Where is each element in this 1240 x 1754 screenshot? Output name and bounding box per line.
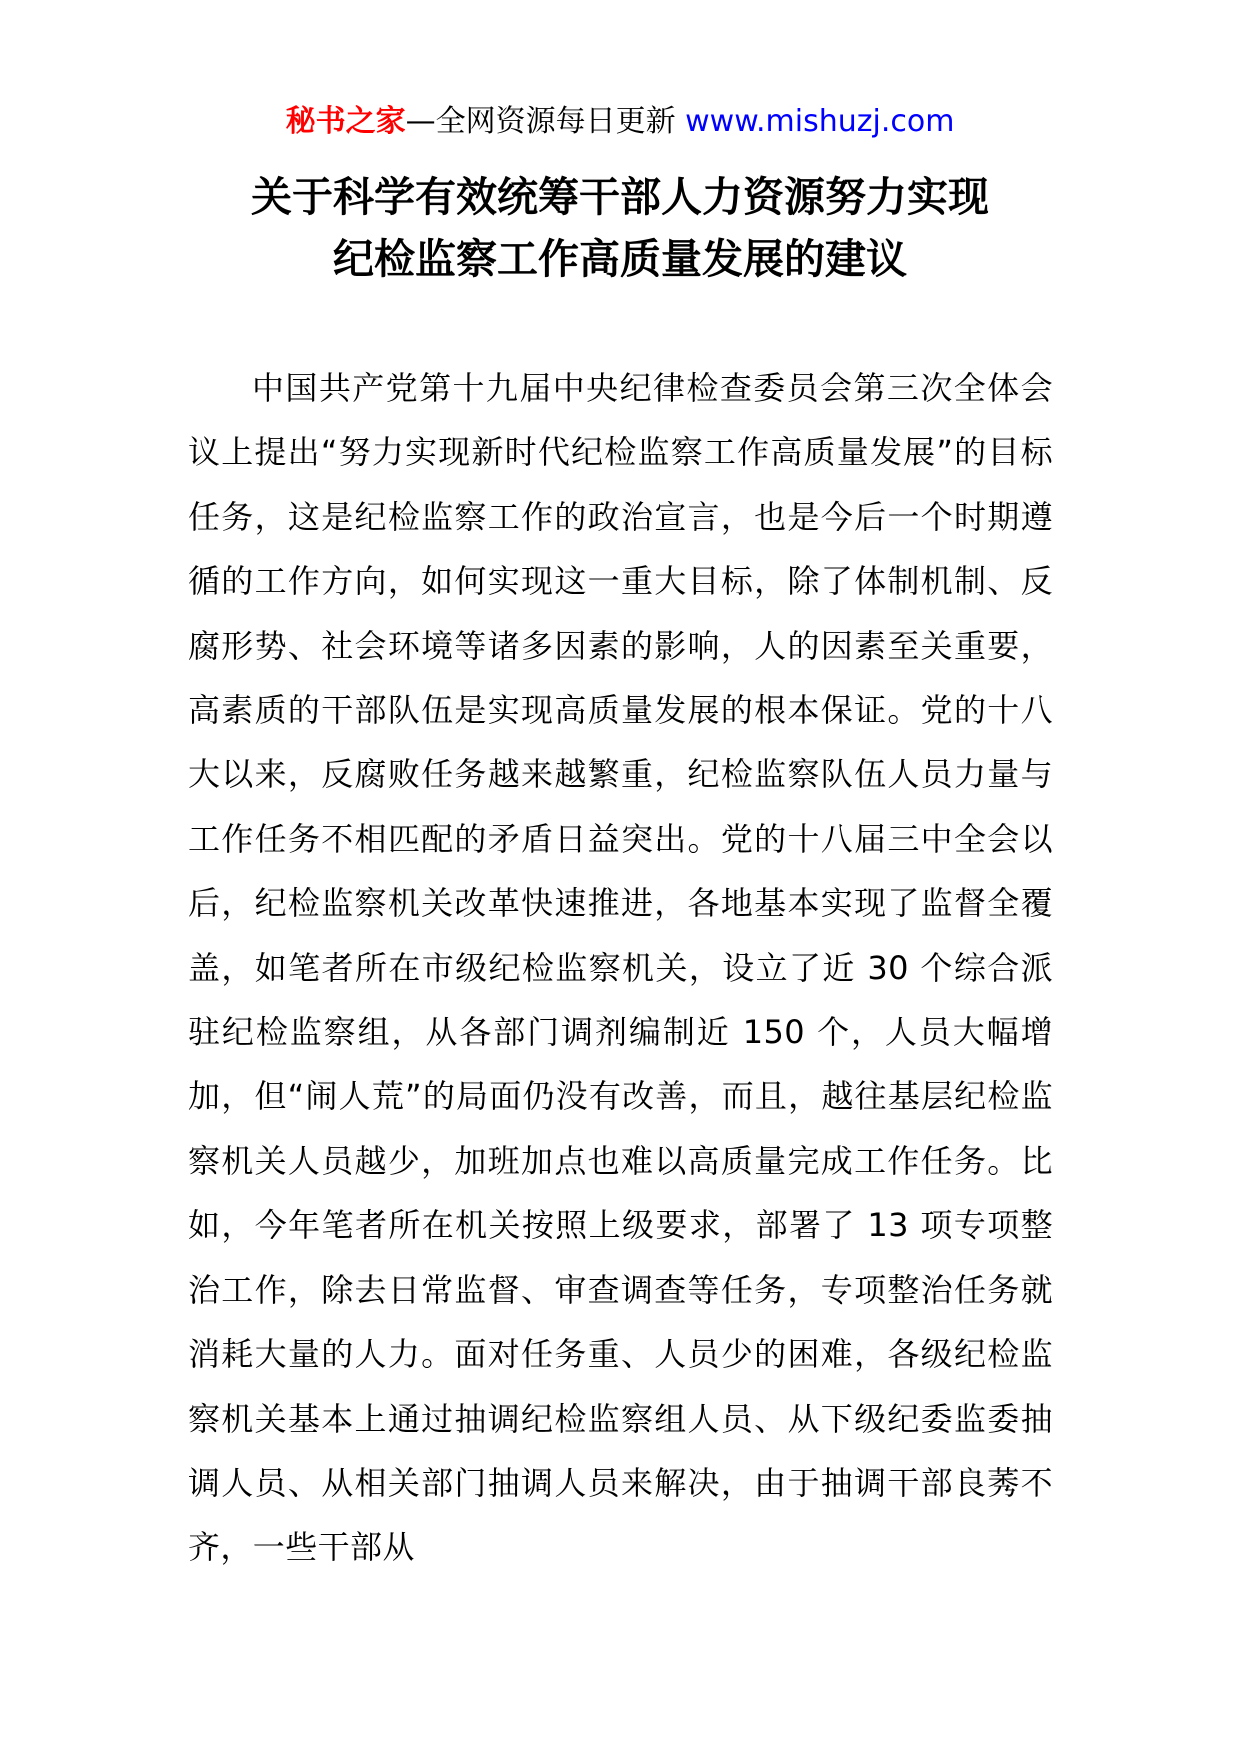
title-line-1: 关于科学有效统筹干部人力资源努力实现 <box>251 173 989 221</box>
body-paragraph: 中国共产党第十九届中央纪律检查委员会第三次全体会议上提出“努力实现新时代纪检监察工作高质量发展”的目标任务，这是纪检监察工作的政治宣言，也是今后一个时期遵循的工作方向，如何实现这一重大目标，除了体制机制、反腐形势、社会环境等诸多因素的影响，人的因素至关重要，高素质的干部队伍是实现高质量发展的根本保证。党的十八大以来，反腐败任务越来越繁重，纪检监察队伍人员力量与工作任务不相匹配的矛盾日益突出。党的十八届三中全会以后，纪检监察机关改革快速推进，各地基本实现了监督全覆盖，如笔者所在市级纪检监察机关，设立了近 30 个综合派驻纪检监察组，从各部门调剂编制近 150 个，人员大幅增加，但“闹人荒”的局面仍没有改善，而且，越往基层纪检监察机关人员越少，加班加点也难以高质量完成工作任务。比如，今年笔者所在机关按照上级要求，部署了 13 项专项整治工作，除去日常监督、审查调查等任务，专项整治任务就消耗大量的人力。面对任务重、人员少的困难，各级纪检监察机关基本上通过抽调纪检监察组人员、从下级纪委监委抽调人员、从相关部门抽调人员来解决，由于抽调干部良莠不齐，一些干部从 <box>188 369 1053 1567</box>
site-header <box>0 100 1240 144</box>
site-tagline: —全网资源每日更新 <box>405 104 686 139</box>
site-url-link[interactable]: www.mishuzj.com <box>685 104 955 139</box>
site-name: 秘书之家 <box>285 104 406 139</box>
title-line-2: 纪检监察工作高质量发展的建议 <box>333 235 907 283</box>
document-title <box>0 166 1240 290</box>
